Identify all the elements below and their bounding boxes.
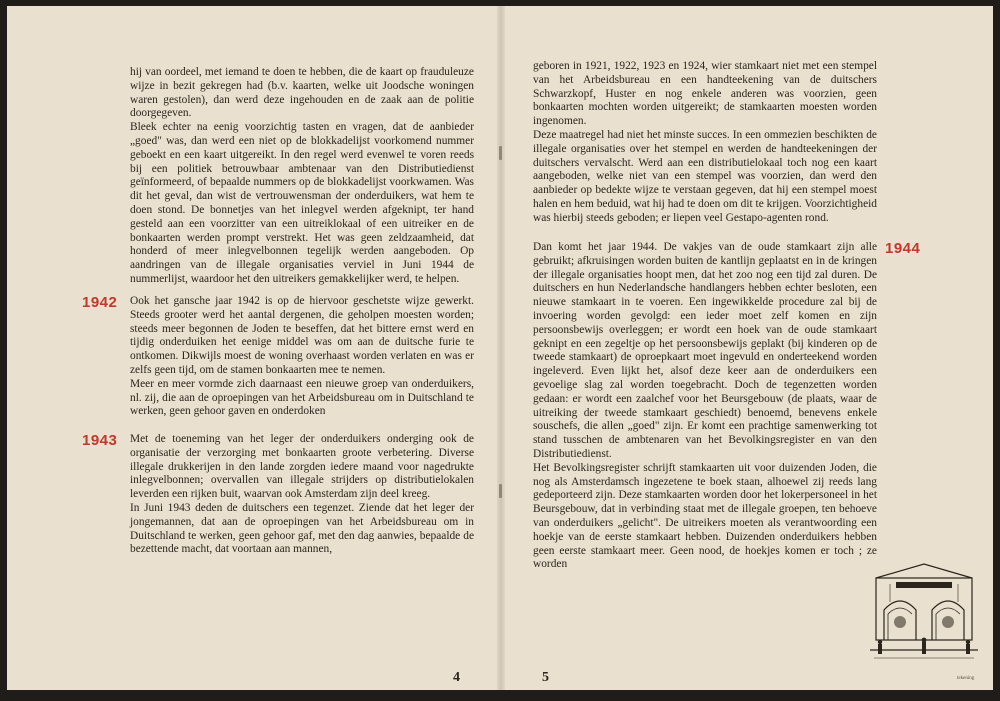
page-number-right: 5: [542, 670, 549, 685]
year-1942: 1942: [82, 294, 118, 311]
left-block-3: [130, 433, 474, 557]
book-spread: [7, 6, 993, 690]
stitch-mark: [499, 484, 502, 498]
beursgebouw-sketch-icon: [870, 558, 978, 668]
page-number-left: 4: [453, 670, 460, 685]
right-block-2: [533, 241, 877, 572]
paragraph: Bleek echter na eenig voorzichtig tasten en vragen, dat de aanbieder „goed" was, dan werd een niet op de blokkadelijst voorkomend nummer geboekt en een kaart uitgereikt. In den regel werd evenwel te voren reeds bij een politiek betrouwbaar ambtenaar van den Distributiedienst geïnformeerd, of bepaalde nummers op de blokkadelijst voorkwamen. Was dit het geval, dan wist de vertrouwensman der onderduikers, wat hem te doen stond. De bonnetjes van het inlegvel werden afgeknipt, ter hand gesteld aan een voorzitter van een uitreiklokaal of een uitreiker en de bonkaarten werden prompt verstrekt. Het was geen zeldzaamheid, dat honderd of meer inlegvelbonnen tegelijk werden aangeboden. Op aandringen van de illegale organisaties verviel in Juni 1944 de nummerlijst, waardoor het den uitreikers gemakkelijker werd, te helpen.: [130, 121, 474, 285]
year-1943: 1943: [82, 432, 118, 449]
left-block-1: [130, 66, 474, 287]
paragraph: Dan komt het jaar 1944. De vakjes van de oude stamkaart zijn alle gebruikt; afkruisingen worden buiten de kantlijn geplaatst en in de kringen der illegale organisaties hoopt men, dat het zoo nog een tijd zal duren. De duitschers en hun Nederlandsche handlangers hebben echter besloten, een nieuwe stamkaart in te voeren. Een ingewikkelde procedure zal bij de invoering worden gevolgd: een ieder moet zelf komen en zijn persoonsbewijs overleggen; er wordt een hoek van de oude stamkaart geknipt en een zegeltje op het persoonsbewijs geplakt (bij kinderen op de tweede stamkaart) de oproepkaart moet ingevuld en onderteekend worden ingeleverd. Even lijkt het, alsof deze keer aan de onderduikers een gevoelige slag zal worden toegebracht. Doch de tegenzetten worden gedaan: er wordt een zaalchef voor het Beursgebouw (de plaats, waar de uitreiking der tweede stamkaart geschiedt) benoemd, benevens enkele souschefs, die allen „goed" zijn. Er komt een prachtige samenwerking tot stand tusschen de ambtenaren van het Bevolkingsregister en van den Distributiedienst.: [533, 241, 877, 460]
book-gutter: [497, 6, 505, 690]
right-page: [505, 6, 993, 690]
paragraph: geboren in 1921, 1922, 1923 en 1924, wier stamkaart niet met een stempel van het Arbeidsbureau en een handteekening van de duitschers Schwarzkopf, Huster en nog enkele anderen was voorzien, geen bonkaarten mochten worden uitgereikt; de stamkaarten moesten worden ingenomen.: [533, 60, 877, 128]
paragraph: Het Bevolkingsregister schrijft stamkaarten uit voor duizenden Joden, die nog als Amsterdamsch ingezetene te boek staan, alhoewel zij reeds lang gedeporteerd zijn. Deze stamkaarten worden door het lokerpersoneel in het Beursgebouw, dat in verbinding staat met de illegale groepen, ten behoeve van onderduikers „gelicht". De uitreikers moeten als verantwoording een hoekje van de eerste stamkaart hebben. Duizenden onderduikers hebben geen eerste stamkaart meer. Geen nood, de hoekjes komen er toch ; ze worden: [533, 461, 877, 571]
paragraph: In Juni 1943 deden de duitschers een tegenzet. Ziende dat het leger der jongemannen, dat aan de oproepingen van het Arbeidsbureau om in Duitschland te werken, geen gehoor gaf, met den dag aanwies, bepaalde de bezettende macht, dat voortaan aan mannen,: [130, 501, 474, 556]
illustration-signature: tekening: [957, 676, 975, 681]
paragraph: Met de toeneming van het leger der onderduikers onderging ook de organisatie der verzorging met bonkaarten groote verbetering. Diverse illegale drukkerijen in den lande zorgden iedere maand voor nagedrukte inlegvelbonnen; overvallen van illegale strijders op distributielokalen leverden een rijken buit, waarvan ook Amsterdam zijn deel kreeg.: [130, 433, 474, 501]
year-1944: 1944: [885, 240, 921, 257]
paragraph: Meer en meer vormde zich daarnaast een nieuwe groep van onderduikers, nl. zij, die aan de oproepingen van het Arbeidsbureau om in Duitschland te werken, geen gehoor gaven en onderdoken: [130, 377, 474, 418]
left-block-2: [130, 295, 474, 419]
paragraph: Ook het gansche jaar 1942 is op de hiervoor geschetste wijze gewerkt. Steeds grooter werd het aantal dergenen, die geholpen moesten worden; steeds meer begonnen de Joden te beseffen, dat het bittere ernst werd en tijdig onderduiken het eenige middel was om aan de duitsche furie te ontkomen. Dikwijls moest de woning overhaast worden verlaten en was er zelfs geen tijd, om de stamen bonkaarten mee te nemen.: [130, 295, 474, 376]
stitch-mark: [499, 146, 502, 160]
left-page: [7, 6, 497, 690]
paragraph: hij van oordeel, met iemand te doen te hebben, die de kaart op frauduleuze wijze in bezit gekregen had (b.v. kaarten, welke uit Joodsche woningen waren gestolen), dan werd deze ingehouden en de zaak aan de politie doorgegeven.: [130, 66, 474, 120]
paragraph: Deze maatregel had niet het minste succes. In een ommezien beschikten de illegale organisaties over het stempel en werden de handteekeningen der duitschers vervalscht. Werd aan een distributielokaal toch nog een kaart aangeboden, welke niet van een stempel was voorzien, dan werd den aanbieder op bedekte wijze te verstaan gegeven, dat hij een stempel moest halen en hem beduid, wat hij had te doen om dit te krijgen. Voorzichtigheid was hierbij steeds geboden; er liepen veel Gestapo-agenten rond.: [533, 128, 877, 224]
right-block-1: [533, 60, 877, 226]
